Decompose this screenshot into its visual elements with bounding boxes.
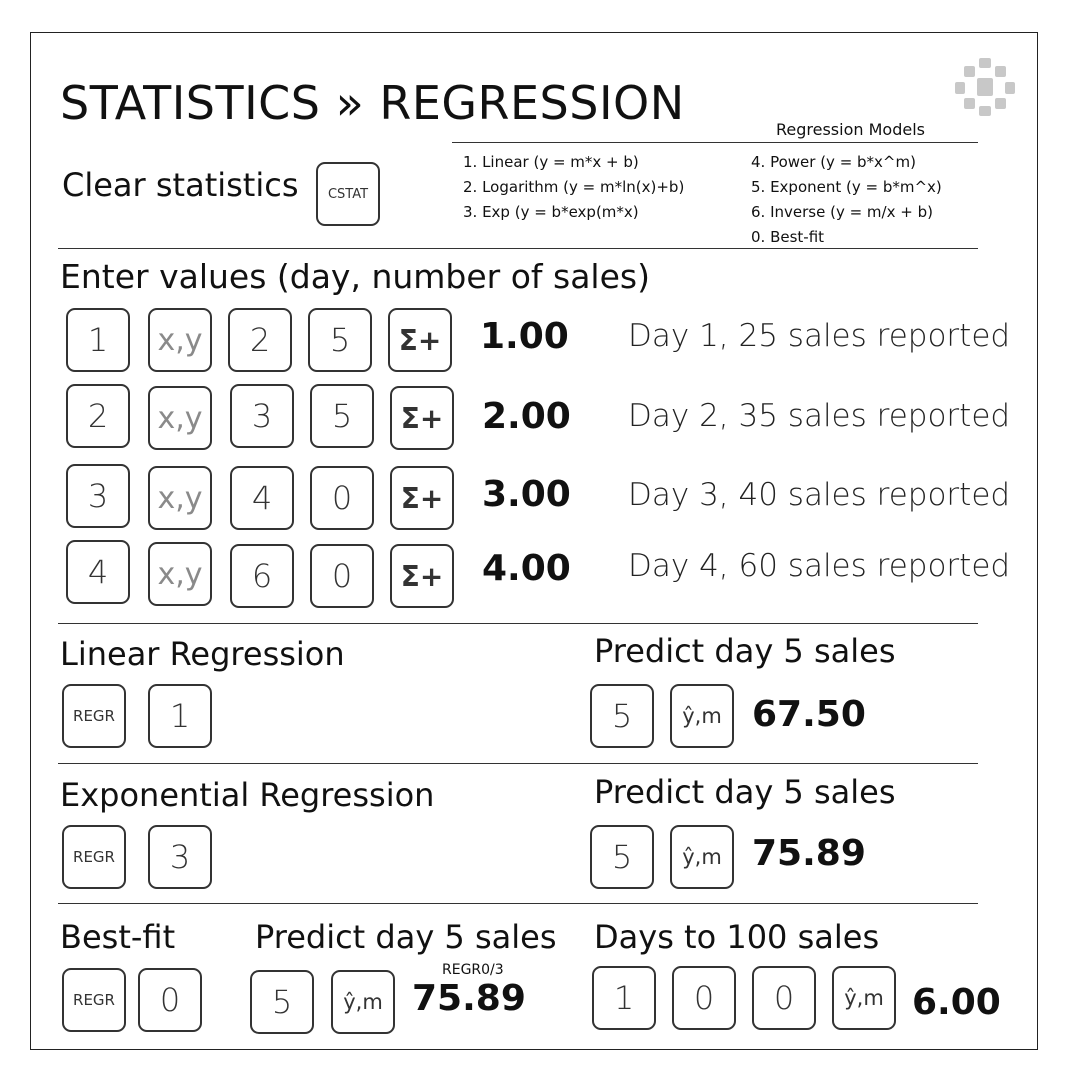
result-value: 2.00 [482,396,571,437]
regr-annotation: REGR0/3 [442,962,504,978]
row-note: Day 4, 60 sales reported [628,548,1011,584]
model-4: 4. Power (y = b*x^m) [751,153,916,171]
xy-key[interactable]: x,y [148,466,212,530]
row-note: Day 3, 40 sales reported [628,477,1011,513]
regr-key[interactable]: REGR [62,825,126,889]
section-divider [58,623,978,624]
model-2: 2. Logarithm (y = m*ln(x)+b) [463,178,685,196]
section-divider [58,763,978,764]
regr-key[interactable]: REGR [62,684,126,748]
model-0: 0. Best-fit [751,228,825,246]
day-five-key[interactable]: 5 [590,825,654,889]
xy-key[interactable]: x,y [148,542,212,606]
result-value: 1.00 [480,316,569,357]
exponential-prediction-value: 75.89 [752,833,866,874]
linear-prediction-value: 67.50 [752,694,866,735]
clear-statistics-label: Clear statistics [62,166,299,204]
day-five-key[interactable]: 5 [250,970,314,1034]
section-divider [58,903,978,904]
xy-key[interactable]: x,y [148,386,212,450]
predict-heading: Predict day 5 sales [594,773,896,811]
digit-key[interactable]: 5 [310,384,374,448]
regr-key[interactable]: REGR [62,968,126,1032]
best-fit-prediction-value: 75.89 [412,978,526,1019]
result-value: 4.00 [482,548,571,589]
digit-key[interactable]: 5 [308,308,372,372]
digit-key[interactable]: 0 [310,466,374,530]
predict-heading: Predict day 5 sales [255,918,557,956]
row-note: Day 1, 25 sales reported [628,318,1011,354]
digit-key[interactable]: 0 [310,544,374,608]
model-5: 5. Exponent (y = b*m^x) [751,178,942,196]
yhat-key[interactable]: ŷ,m [331,970,395,1034]
day-five-key[interactable]: 5 [590,684,654,748]
yhat-key[interactable]: ŷ,m [832,966,896,1030]
linear-regression-heading: Linear Regression [60,635,345,673]
model-1: 1. Linear (y = m*x + b) [463,153,639,171]
model-3: 3. Exp (y = b*exp(m*x) [463,203,639,221]
day-key[interactable]: 4 [66,540,130,604]
xy-key[interactable]: x,y [148,308,212,372]
cstat-key[interactable]: CSTAT [316,162,380,226]
day-key[interactable]: 3 [66,464,130,528]
digit-key[interactable]: 0 [752,966,816,1030]
days-result-value: 6.00 [912,982,1001,1023]
model-key[interactable]: 0 [138,968,202,1032]
exponential-regression-heading: Exponential Regression [60,776,435,814]
digit-key[interactable]: 1 [592,966,656,1030]
result-value: 3.00 [482,474,571,515]
yhat-key[interactable]: ŷ,m [670,825,734,889]
section-divider [58,248,978,249]
row-note: Day 2, 35 sales reported [628,398,1011,434]
day-key[interactable]: 2 [66,384,130,448]
sigma-plus-key[interactable]: Σ+ [390,386,454,450]
day-key[interactable]: 1 [66,308,130,372]
models-title: Regression Models [776,120,925,139]
model-6: 6. Inverse (y = m/x + b) [751,203,933,221]
days-to-100-heading: Days to 100 sales [594,918,880,956]
models-divider [452,142,978,143]
page-title: STATISTICS » REGRESSION [60,76,685,130]
digit-key[interactable]: 3 [230,384,294,448]
digit-key[interactable]: 2 [228,308,292,372]
predict-heading: Predict day 5 sales [594,632,896,670]
yhat-key[interactable]: ŷ,m [670,684,734,748]
sigma-plus-key[interactable]: Σ+ [390,544,454,608]
enter-values-heading: Enter values (day, number of sales) [60,257,650,296]
model-key[interactable]: 1 [148,684,212,748]
digit-key[interactable]: 6 [230,544,294,608]
sigma-plus-key[interactable]: Σ+ [388,308,452,372]
sigma-plus-key[interactable]: Σ+ [390,466,454,530]
digit-key[interactable]: 4 [230,466,294,530]
logo-icon [955,58,1015,118]
best-fit-heading: Best-fit [60,918,176,956]
model-key[interactable]: 3 [148,825,212,889]
digit-key[interactable]: 0 [672,966,736,1030]
